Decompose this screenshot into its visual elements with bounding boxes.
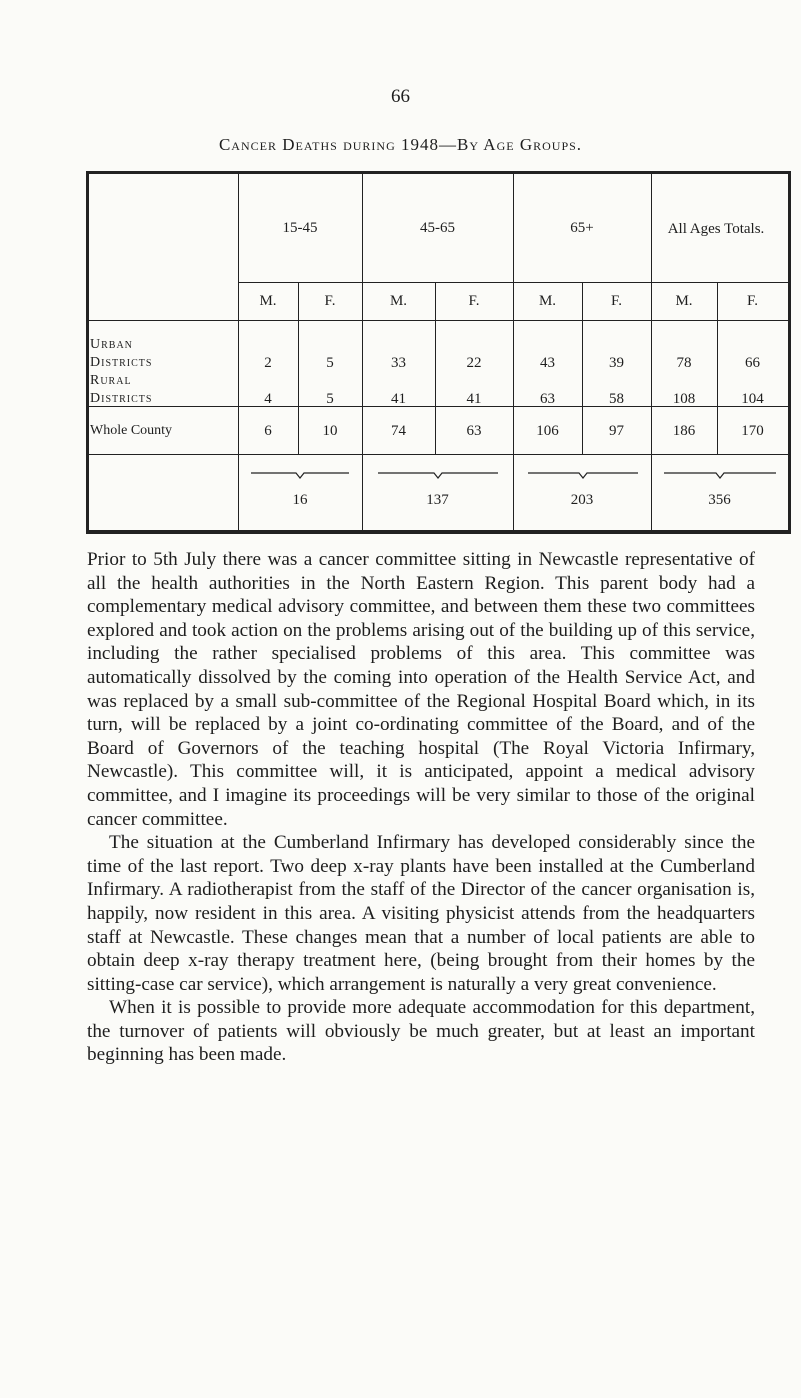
sex-header: F. bbox=[324, 293, 336, 309]
table-cell: 43 bbox=[540, 355, 555, 371]
table-cell: 2 bbox=[264, 355, 272, 371]
sex-header: F. bbox=[747, 293, 758, 309]
sex-header: M. bbox=[675, 293, 693, 309]
combined-total: 137 bbox=[426, 492, 449, 508]
report-body bbox=[87, 548, 755, 1067]
table-cell: 186 bbox=[672, 423, 696, 439]
brace-mark bbox=[528, 472, 638, 480]
table-cell: 10 bbox=[322, 423, 338, 439]
combined-total: 16 bbox=[292, 492, 308, 508]
row-label: Districts bbox=[90, 391, 153, 406]
row-label: Districts bbox=[90, 355, 153, 370]
table-cell: 41 bbox=[466, 391, 482, 407]
table-cell: 63 bbox=[466, 423, 482, 439]
paragraph: Prior to 5th July there was a cancer committee sitting in Newcastle representative of all the health authorities in the North Eastern Region. This parent body had a complementary medical advisory committee, and between them these two committees explored and took action on the problems arising out of the building up of this service, including the rather specialised problems of this area. This committee was automatically dissolved by the coming into operation of the Health Service Act, and was replaced by a small sub-committee of the Regional Hospital Board which, in its turn, will be replaced by a joint co-ordinating committee of the Board, and of the Board of Governors of the teaching hospital (The Royal Victoria Infirmary, Newcastle). This committee will, it is anticipated, appoint a medical advisory committee, and I imagine its proceedings will be very similar to those of the original cancer committee. bbox=[87, 549, 755, 830]
combined-total: 203 bbox=[570, 492, 594, 508]
table-cell: 5 bbox=[326, 355, 334, 371]
age-group-header: 45-65 bbox=[420, 220, 455, 236]
row-label: Whole County bbox=[90, 423, 173, 438]
sex-header: F. bbox=[611, 293, 622, 309]
table-cell: 104 bbox=[741, 391, 764, 407]
sex-header: M. bbox=[538, 293, 557, 309]
table-cell: 74 bbox=[391, 423, 406, 439]
table-cell: 108 bbox=[672, 391, 696, 407]
sex-header: F. bbox=[468, 293, 480, 309]
paragraph: The situation at the Cumberland Infirmary has developed considerably since the time of the last report. Two deep x-ray plants have been installed at the Cumberland Infirmary. A radiotherapist from the staff of the Director of the cancer organisation is, happily, now resident in this area. A visiting physicist attends from the headquarters staff at Newcastle. These changes mean that a number of local patients are able to obtain deep x-ray therapy treatment here, (being brought from their homes by the sitting-case car service), which arrangement is naturally a very great convenience. bbox=[87, 832, 755, 995]
age-group-header: 65+ bbox=[570, 220, 594, 236]
table-cell: 97 bbox=[609, 423, 624, 439]
table-cell: 5 bbox=[326, 391, 334, 407]
table-cell: 78 bbox=[676, 355, 692, 371]
table-cell: 39 bbox=[609, 355, 624, 371]
table-cell: 6 bbox=[264, 423, 272, 439]
table-cell: 66 bbox=[745, 355, 760, 371]
table-cell: 4 bbox=[264, 391, 272, 407]
table-cell: 22 bbox=[466, 355, 482, 371]
table-cell: 58 bbox=[609, 391, 624, 407]
table-cell: 41 bbox=[391, 391, 406, 407]
table-cell: 106 bbox=[536, 423, 559, 439]
combined-total: 356 bbox=[708, 492, 731, 508]
paragraph: When it is possible to provide more adequate accommodation for this department, the turnover of patients will obviously be much greater, but at least an important beginning has been made. bbox=[87, 997, 755, 1066]
brace-mark bbox=[664, 472, 776, 480]
age-group-header: 15-45 bbox=[282, 220, 318, 236]
table-cell: 63 bbox=[540, 391, 555, 407]
sex-header: M. bbox=[259, 293, 277, 309]
table-cell: 170 bbox=[741, 423, 764, 439]
age-group-header: All Ages Totals. bbox=[667, 221, 765, 237]
brace-mark bbox=[251, 472, 349, 480]
table-cell: 33 bbox=[391, 355, 406, 371]
table-title: Cancer Deaths during 1948—By Age Groups. bbox=[218, 135, 583, 154]
page-number: 66 bbox=[391, 86, 410, 107]
sex-header: M. bbox=[389, 293, 408, 309]
row-label: Rural bbox=[90, 373, 132, 388]
cancer-deaths-table bbox=[86, 171, 791, 534]
row-label: Urban bbox=[90, 337, 133, 352]
brace-mark bbox=[378, 472, 498, 480]
